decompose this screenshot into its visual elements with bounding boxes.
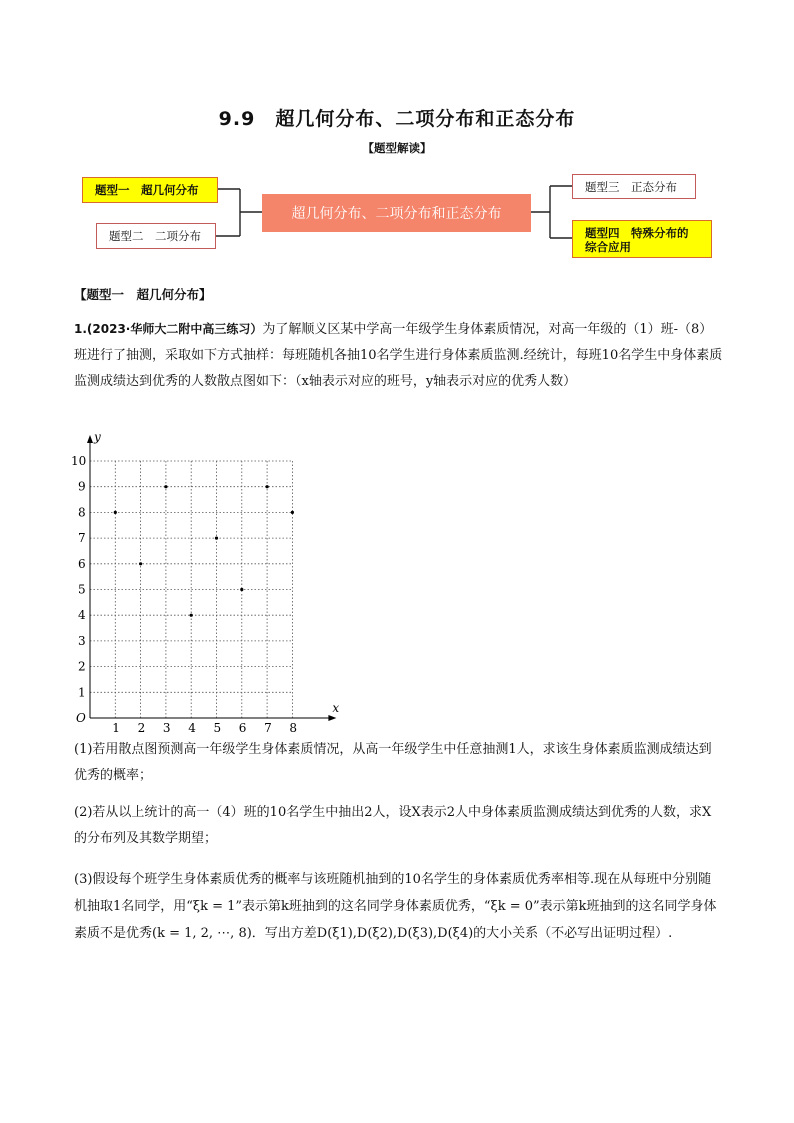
section-heading: 【题型一 超几何分布】 [74,287,212,302]
data-point [139,562,142,565]
mindmap-center: 超几何分布、二项分布和正态分布 [262,194,531,232]
chart-points [114,485,294,617]
y-axis-arrow [87,435,93,443]
page-subtitle: 【题型解读】 [362,141,432,155]
question-3: (3)假设每个班学生身体素质优秀的概率与该班随机抽到的10名学生的身体素质优秀率相等.现在从每班中分别随机抽取1名同学，用“ξk = 1”表示第k班抽到的这名同学身体素质优秀，“ξk = 0”表示第k班抽到的这名同学身体素质不是优秀(k = 1, 2, ⋯, 8)．写出方差D(ξ1),D(ξ2),D(ξ3),D(ξ4)的大小关系（不必写出证明过程）. [74,872,717,941]
problem-text: 为了解顺义区某中学高一年级学生身体素质情况，对高一年级的（1）班-（8）班进行了抽测，采取如下方式抽样：每班随机各抽10名学生进行身体素质监测.经统计，每班10名学生中身体素质监测成绩达到优秀的人数散点图如下：（x轴表示对应的班号，y轴表示对应的优秀人数） [74,322,723,389]
origin-label: O [76,711,86,725]
x-tick-label: 3 [162,721,171,735]
y-tick-label: 6 [78,556,86,571]
mindmap-type1: 题型一 超几何分布 [82,177,218,203]
x-tick-label: 8 [289,721,298,735]
question-1: (1)若用散点图预测高一年级学生身体素质情况，从高一年级学生中任意抽测1人，求该生身体素质监测成绩达到优秀的概率； [74,742,712,783]
x-tick-label: 7 [264,721,272,735]
mindmap-type4-line1: 题型四 特殊分布的 [585,226,689,240]
x-axis-label: x [332,701,340,715]
scatter-chart [60,430,360,740]
x-tick-label: 5 [213,721,222,735]
mindmap-type4 [572,220,712,258]
problem-source: 1.(2023·华师大二附中高三练习） [74,322,263,336]
y-tick-label: 8 [78,505,86,520]
question-2: (2)若从以上统计的高一（4）班的10名学生中抽出2人，设X表示2人中身体素质监测成绩达到优秀的人数，求X的分布列及其数学期望； [74,805,712,846]
chart-ticks [71,454,297,735]
data-point [215,537,218,540]
problem-stem [74,316,724,395]
y-tick-label: 9 [78,479,86,494]
data-point [190,614,193,617]
y-tick-label: 4 [78,608,86,623]
data-point [291,511,294,514]
data-point [164,485,167,488]
data-point [266,485,269,488]
x-axis-arrow [328,715,336,721]
mindmap-type3: 题型三 正态分布 [572,174,696,199]
y-tick-label: 3 [78,633,86,648]
chart-grid [90,461,292,718]
x-tick-label: 2 [137,721,146,735]
data-point [240,588,243,591]
mindmap-type4-line2: 综合应用 [585,240,631,254]
y-tick-label: 7 [78,531,86,546]
y-tick-label: 2 [78,659,86,674]
y-tick-label: 5 [78,582,86,597]
x-tick-label: 4 [188,721,196,735]
y-axis-label: y [94,430,101,444]
page-title: 9.9 超几何分布、二项分布和正态分布 [218,108,576,130]
y-tick-label: 10 [71,454,87,468]
mindmap-type2: 题型二 二项分布 [96,223,216,249]
x-tick-label: 6 [238,721,247,735]
x-tick-label: 1 [112,721,120,735]
data-point [114,511,117,514]
y-tick-label: 1 [78,685,86,700]
